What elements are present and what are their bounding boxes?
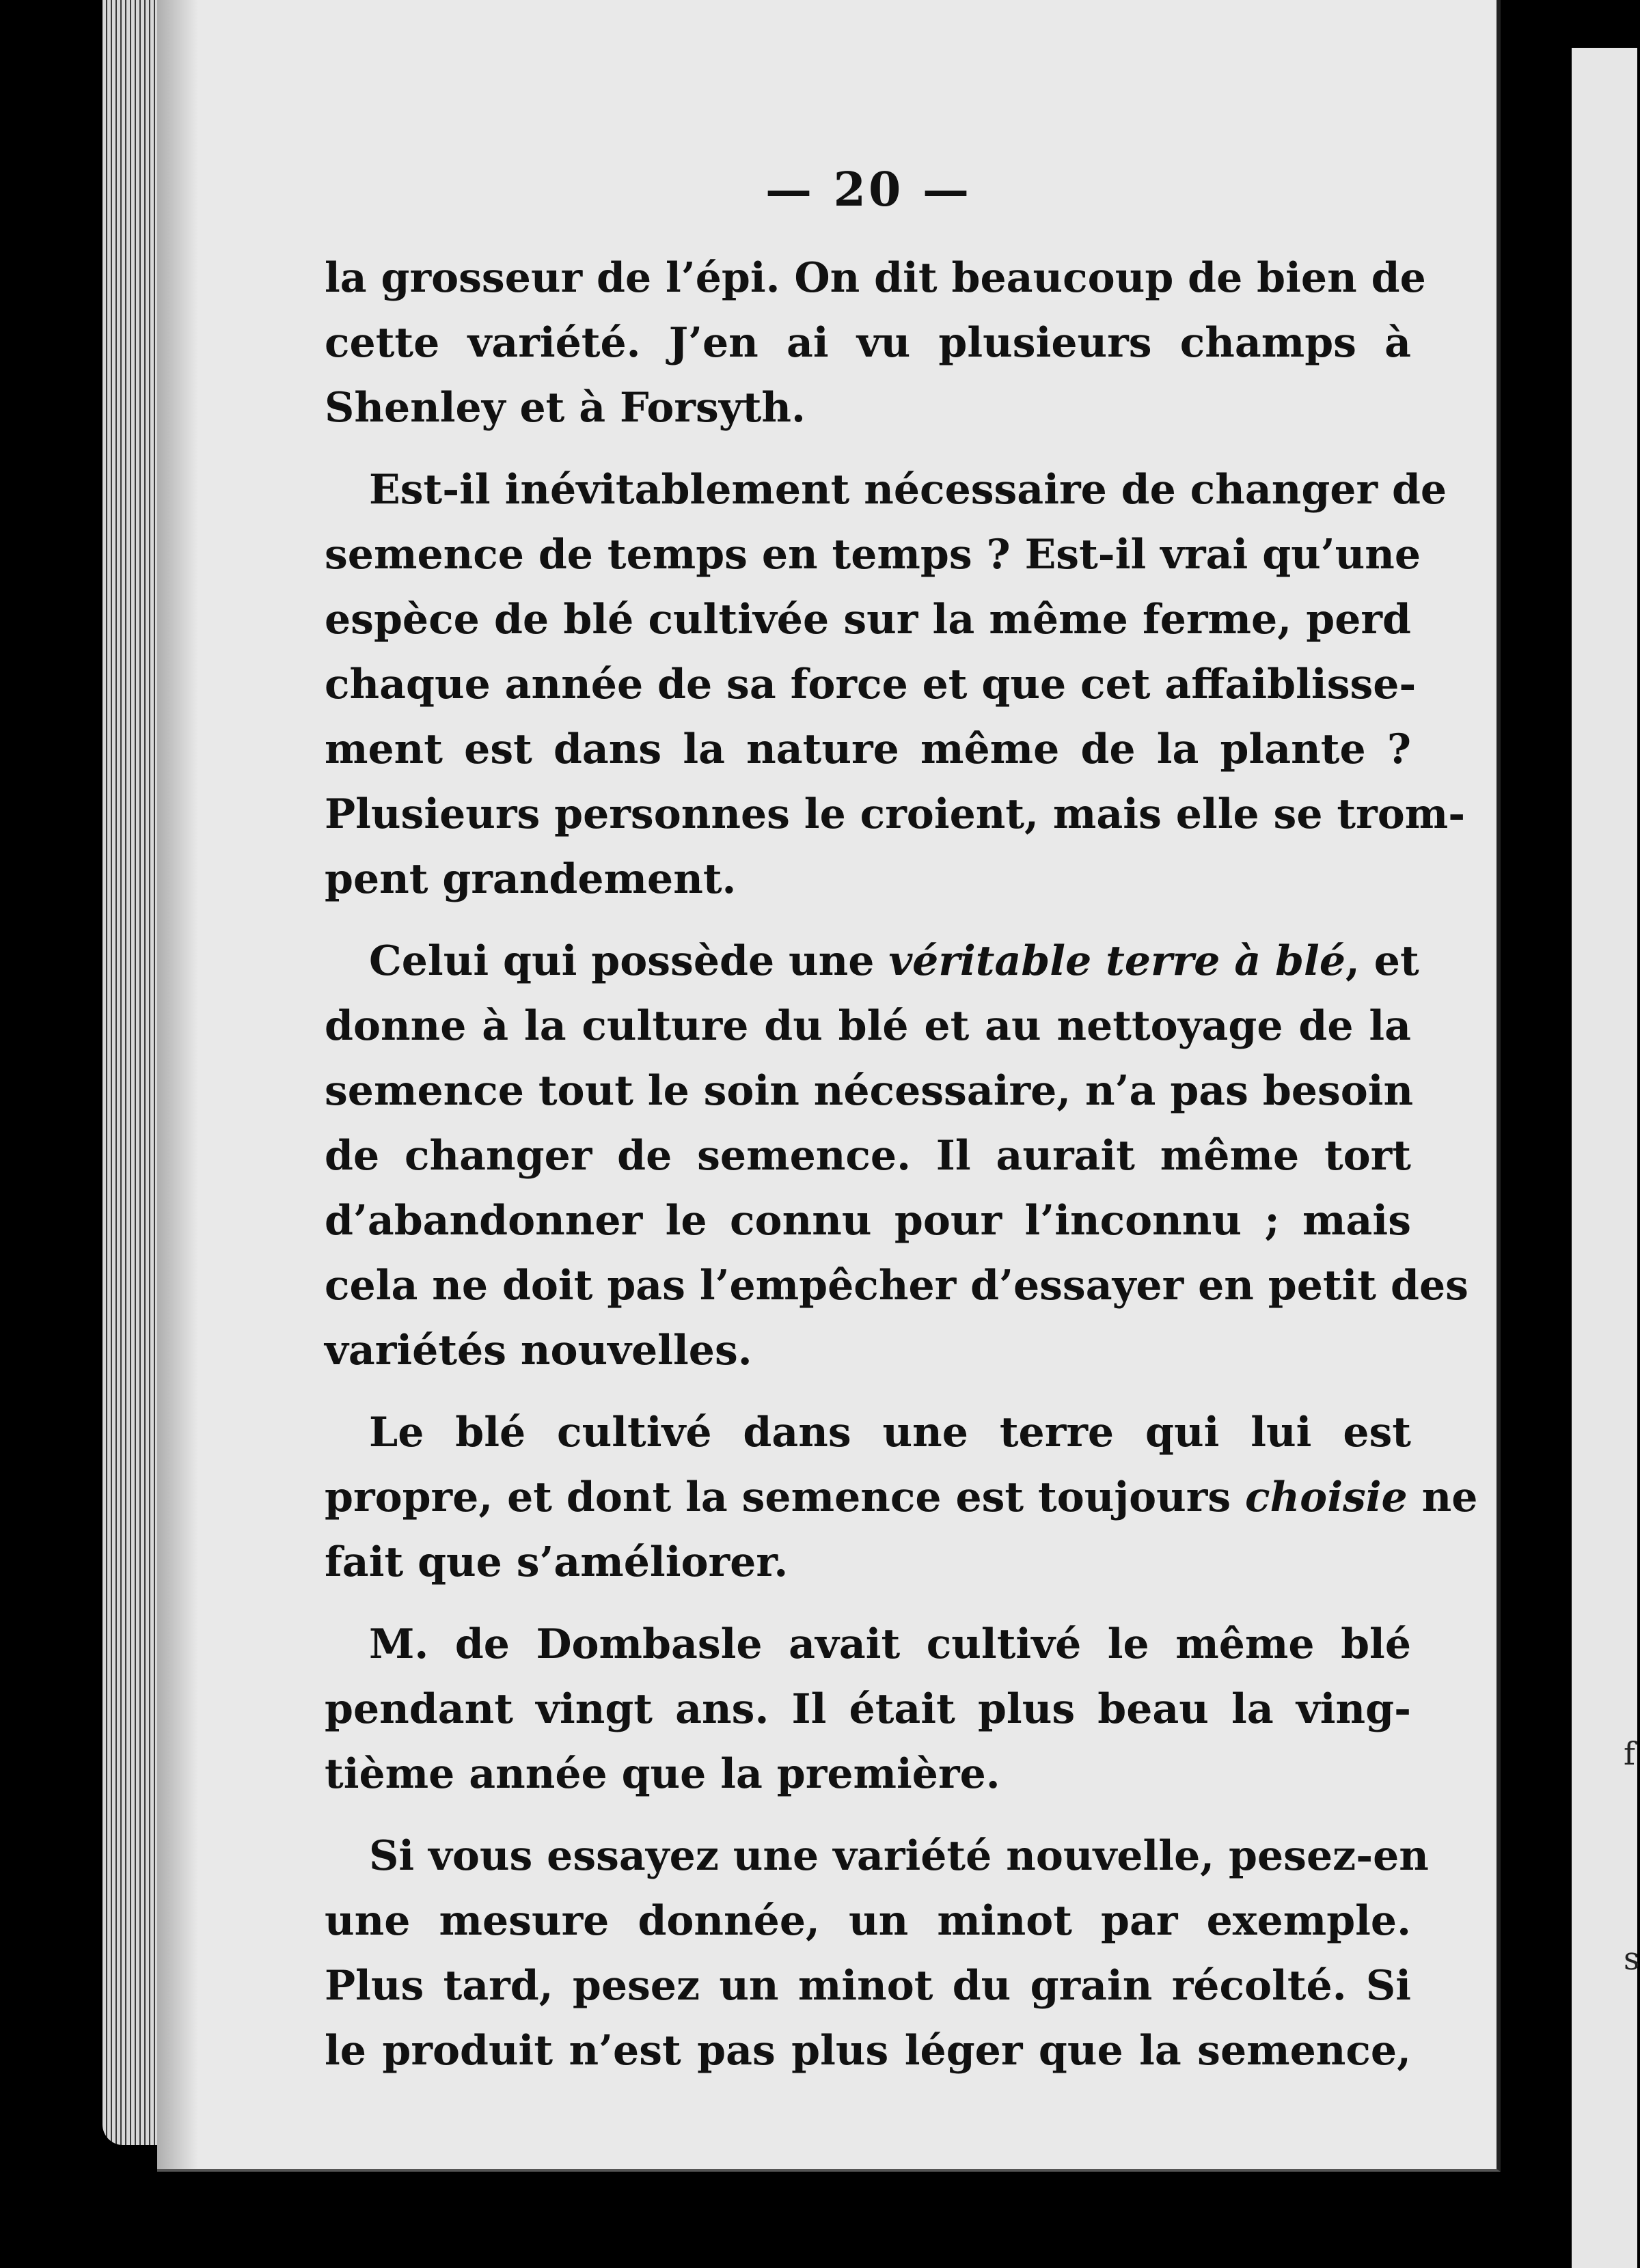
text-line: semence tout le soin nécessaire, n’a pas besoin [325,1067,1414,1115]
text-line [325,1465,1478,1530]
text-line: Le blé cultivé dans une terre qui lui est [369,1409,1411,1456]
text-run: ne [1407,1474,1478,1521]
text-line: d’abandonner le connu pour l’inconnu ; mais [325,1197,1411,1245]
gutter-shadow [157,0,198,2169]
text-line: donne à la culture du blé et au nettoyage de la [325,1002,1411,1050]
text-line: Est-il inévitablement nécessaire de changer de [369,466,1447,514]
next-page-sliver [1572,48,1640,2268]
text-line: fait que s’améliorer. [325,1538,789,1586]
text-line: Shenley et à Forsyth. [325,384,806,432]
paragraph [325,929,1468,1383]
body-text [325,246,1478,2084]
text-line: M. de Dombasle avait cultivé le même blé [369,1620,1411,1668]
text-line: variétés nouvelles. [325,1327,752,1374]
italic-phrase: choisie [1245,1474,1408,1521]
page-number: — 20 — [765,163,972,217]
text-line: Plus tard, pesez un minot du grain récolté. Si [325,1962,1411,2010]
text-line: semence de temps en temps ? Est-il vrai qu’une [325,531,1421,579]
text-line: chaque année de sa force et que cet affaiblisse- [325,661,1417,708]
text-line: cela ne doit pas l’empêcher d’essayer en petit des [325,1262,1468,1310]
paragraph [325,1824,1429,2084]
text-line: tième année que la première. [325,1750,1000,1798]
next-page-fragment: s [1624,1940,1640,1977]
text-run: , et [1345,937,1419,985]
text-line: cette variété. J’en ai vu plusieurs champs à [325,319,1411,367]
text-line: espèce de blé cultivée sur la même ferme, perd [325,596,1411,644]
text-run: Celui qui possède une [369,937,889,985]
text-line [325,929,1419,994]
paragraph [325,246,1426,441]
text-line: pent grandement. [325,855,737,903]
text-line: Plusieurs personnes le croient, mais elle se trom- [325,790,1466,838]
paragraph [325,1400,1478,1595]
paragraph [325,458,1466,912]
text-run: propre, et dont la semence est toujours [325,1474,1246,1521]
text-line: le produit n’est pas plus léger que la semence, [325,2027,1411,2075]
text-line: la grosseur de l’épi. On dit beaucoup de bien de [325,254,1426,302]
next-page-fragment: f [1624,1735,1636,1772]
text-line: pendant vingt ans. Il était plus beau la ving- [325,1685,1411,1733]
text-line: ment est dans la nature même de la plante ? [325,725,1411,773]
text-line: une mesure donnée, un minot par exemple. [325,1897,1411,1945]
text-line: Si vous essayez une variété nouvelle, pesez-en [369,1832,1429,1880]
italic-phrase: véritable terre à blé [888,937,1346,985]
paragraph [325,1612,1411,1807]
text-line: de changer de semence. Il aurait même tort [325,1132,1411,1180]
